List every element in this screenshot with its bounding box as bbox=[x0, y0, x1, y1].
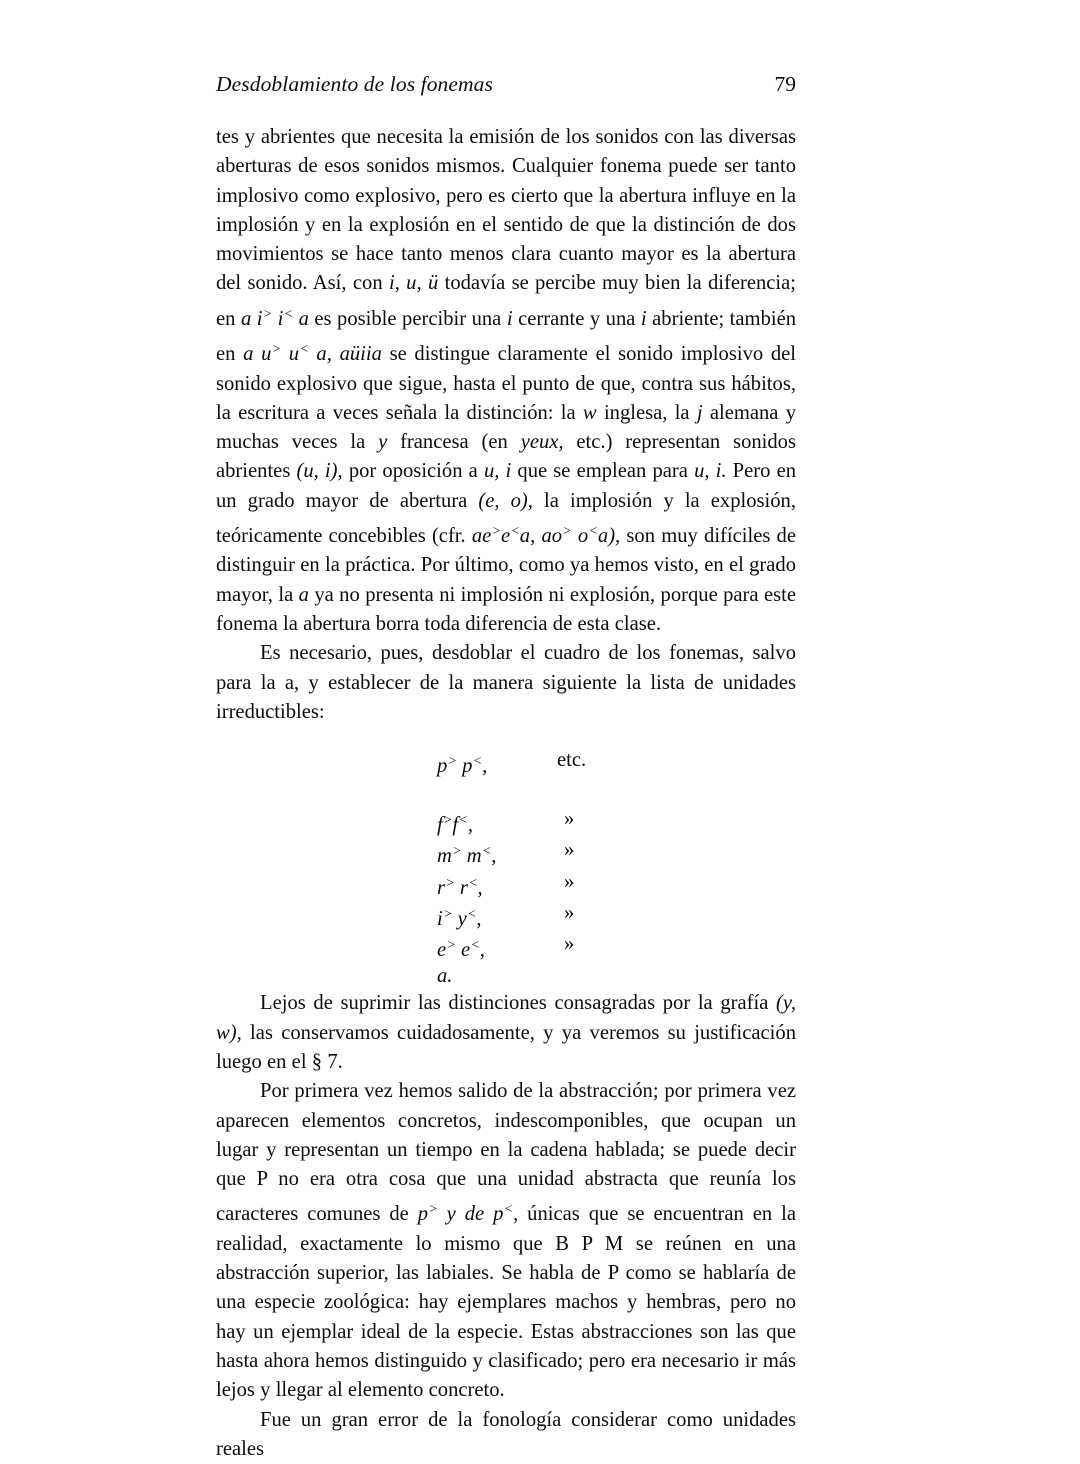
phoneme-note: » bbox=[564, 933, 575, 956]
phoneme-note: etc. bbox=[557, 749, 587, 772]
phoneme-row bbox=[216, 901, 796, 932]
phoneme-pair: i> y<, bbox=[437, 906, 482, 931]
phoneme-note: » bbox=[564, 870, 575, 893]
paragraph-5: Fue un gran error de la fonología considerar como unidades reales bbox=[216, 1408, 796, 1460]
phoneme-list-second-group bbox=[216, 807, 796, 990]
paragraph-3: Lejos de suprimir las distinciones consagradas por la grafía (y, w), las conservamos cuidadosamente, y ya veremos su justificación luego en el § 7. bbox=[216, 992, 796, 1073]
paragraph-1: tes y abrientes que necesita la emisión de los sonidos con las diversas aberturas de esos sonidos mismos. Cualquier fonema puede ser tanto implosivo como explosivo, pero es cierto que la abertura influye en la implosión y en la explosión en el sentido de que la distinción de dos movimientos se hace tanto menos clara cuanto mayor es la abertura del sonido. Así, con i, u, ü todavía se percibe muy bien la diferencia; en a i> i< a es posible percibir una i cerrante y una i abriente; también en a u> u< a, aüiia se distingue claramente el sonido implosivo del sonido explosivo que sigue, hasta el punto de que, contra sus hábitos, la escritura a veces señala la distinción: la w inglesa, la j alemana y muchas veces la y francesa (en yeux, etc.) representan sonidos abrientes (u, i), por oposición a u, i que se emplean para u, i. Pero en un grado mayor de abertura (e, o), la implosión y la explosión, teóricamente concebibles (cfr. ae>e<a, ao> o<a), son muy difíciles de distinguir en la práctica. Por último, como ya hemos visto, en el grado mayor, la a ya no presenta ni implosión ni explosión, porque para este fonema la abertura borra toda diferencia de esta clase. bbox=[216, 126, 797, 635]
phoneme-pair: e> e<, bbox=[437, 937, 485, 962]
running-head bbox=[216, 72, 796, 97]
phoneme-row bbox=[216, 964, 796, 989]
phoneme-pair: a. bbox=[437, 964, 453, 987]
phoneme-row bbox=[216, 838, 796, 869]
page-content bbox=[216, 72, 796, 1464]
phoneme-pair: p> p<, bbox=[437, 753, 488, 778]
phoneme-row bbox=[216, 932, 796, 963]
phoneme-note: » bbox=[564, 902, 575, 924]
phoneme-row bbox=[216, 870, 796, 901]
page-number: 79 bbox=[774, 72, 796, 96]
paragraph-2: Es necesario, pues, desdoblar el cuadro de los fonemas, salvo para la a, y establecer de la manera siguiente la lista de unidades irreductibles: bbox=[216, 642, 796, 723]
phoneme-note: » bbox=[564, 807, 575, 830]
phoneme-row bbox=[216, 807, 796, 838]
phoneme-pair: m> m<, bbox=[437, 843, 497, 868]
phoneme-list bbox=[216, 748, 796, 989]
running-head-title: Desdoblamiento de los fonemas bbox=[216, 72, 493, 96]
phoneme-row bbox=[216, 748, 796, 779]
paragraph-4: Por primera vez hemos salido de la abstracción; por primera vez aparecen elementos concretos, indescomponibles, que ocupan un lugar y representan un tiempo en la cadena hablada; se puede decir que P no era otra cosa que una unidad abstracta que reunía los caracteres comunes de p> y de p<, únicas que se encuentran en la realidad, exactamente lo mismo que B P M se reúnen en una abstracción superior, las labiales. Se habla de P como se hablaría de una especie zoológica: hay ejemplares machos y hembras, pero no hay un ejemplar ideal de la especie. Estas abstracciones son las que hasta ahora hemos distinguido y clasificado; pero era necesario ir más lejos y llegar al elemento concreto. bbox=[216, 1080, 796, 1402]
phoneme-pair: r> r<, bbox=[437, 874, 483, 899]
phoneme-note: » bbox=[564, 839, 575, 862]
phoneme-pair: f>f<, bbox=[437, 811, 473, 836]
phoneme-list-first-group bbox=[216, 748, 796, 779]
